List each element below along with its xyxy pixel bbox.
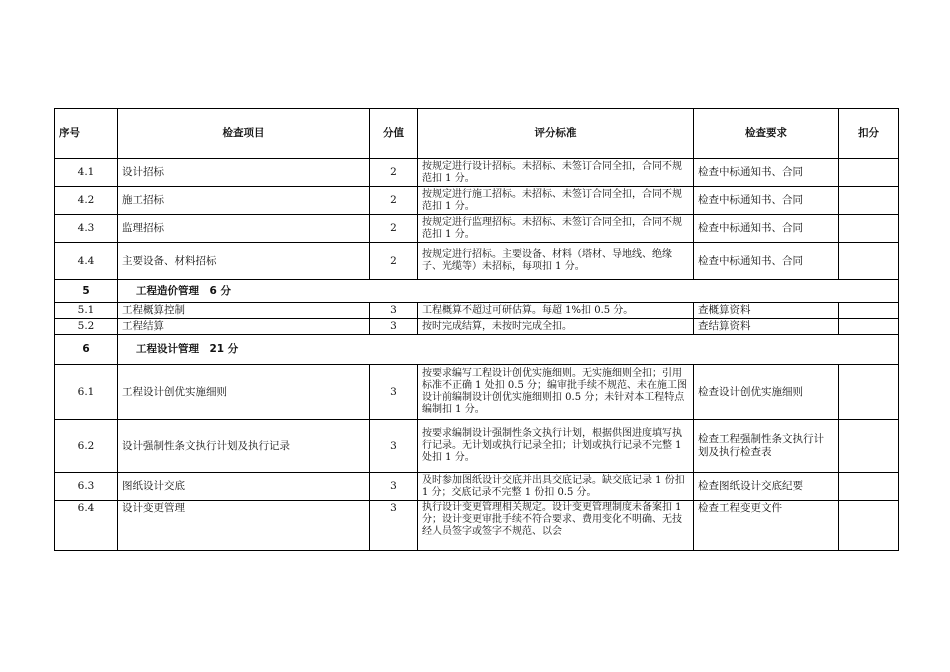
row-criteria: 按规定进行监理招标。未招标、未签订合同全扣，合同不规范扣 1 分。 — [418, 215, 694, 243]
section-no: 5 — [55, 280, 118, 303]
row-score: 3 — [370, 473, 418, 501]
row-item: 图纸设计交底 — [118, 473, 370, 501]
table-row — [55, 420, 899, 473]
row-item: 设计强制性条文执行计划及执行记录 — [118, 420, 370, 473]
row-score: 3 — [370, 420, 418, 473]
row-requirement: 检查中标通知书、合同 — [694, 159, 839, 187]
header-deduct: 扣分 — [839, 109, 899, 159]
row-requirement: 检查图纸设计交底纪要 — [694, 473, 839, 501]
row-item: 监理招标 — [118, 215, 370, 243]
header-item: 检查项目 — [118, 109, 370, 159]
row-deduct — [839, 159, 899, 187]
row-score: 2 — [370, 243, 418, 280]
row-score: 2 — [370, 215, 418, 243]
row-item: 工程结算 — [118, 319, 370, 335]
row-item: 工程设计创优实施细则 — [118, 365, 370, 420]
row-item: 工程概算控制 — [118, 303, 370, 319]
row-criteria: 及时参加图纸设计交底并出具交底记录。缺交底记录 1 份扣 1 分；交底记录不完整 1 份扣 0.5 分。 — [418, 473, 694, 501]
section-row — [55, 335, 899, 365]
table-row — [55, 365, 899, 420]
row-requirement: 检查中标通知书、合同 — [694, 215, 839, 243]
table-row — [55, 159, 899, 187]
row-criteria: 按时完成结算，未按时完成全扣。 — [418, 319, 694, 335]
inspection-table — [54, 108, 899, 551]
row-deduct — [839, 303, 899, 319]
row-score: 2 — [370, 159, 418, 187]
row-deduct — [839, 215, 899, 243]
table-row — [55, 187, 899, 215]
row-criteria: 工程概算不超过可研估算。每超 1%扣 0.5 分。 — [418, 303, 694, 319]
table-row — [55, 303, 899, 319]
table-row — [55, 473, 899, 501]
table-row — [55, 501, 899, 551]
row-requirement: 检查中标通知书、合同 — [694, 187, 839, 215]
row-requirement: 检查设计创优实施细则 — [694, 365, 839, 420]
table-row — [55, 243, 899, 280]
row-deduct — [839, 365, 899, 420]
row-criteria: 按要求编写工程设计创优实施细则。无实施细则全扣；引用标准不正确 1 处扣 0.5 分；编审批手续不规范、未在施工图设计前编制设计创优实施细则扣 0.5 分；未针对本工程特点编制扣 1 分。 — [418, 365, 694, 420]
row-deduct — [839, 243, 899, 280]
row-score: 3 — [370, 365, 418, 420]
row-criteria: 按规定进行施工招标。未招标、未签订合同全扣，合同不规范扣 1 分。 — [418, 187, 694, 215]
row-no: 4.2 — [55, 187, 118, 215]
row-score: 2 — [370, 187, 418, 215]
table-header-row — [55, 109, 899, 159]
table-row — [55, 319, 899, 335]
section-row — [55, 280, 899, 303]
header-score: 分值 — [370, 109, 418, 159]
row-requirement: 检查工程变更文件 — [694, 501, 839, 551]
row-no: 5.2 — [55, 319, 118, 335]
row-deduct — [839, 187, 899, 215]
row-no: 4.1 — [55, 159, 118, 187]
row-no: 6.3 — [55, 473, 118, 501]
section-title: 工程设计管理 21 分 — [118, 335, 899, 365]
row-score: 3 — [370, 501, 418, 551]
header-no: 序号 — [55, 109, 118, 159]
row-no: 6.4 — [55, 501, 118, 551]
row-criteria: 按要求编制设计强制性条文执行计划，根据供图进度填写执行记录。无计划或执行记录全扣；计划或执行记录不完整 1 处扣 1 分。 — [418, 420, 694, 473]
header-requirement: 检查要求 — [694, 109, 839, 159]
row-requirement: 查概算资料 — [694, 303, 839, 319]
row-no: 5.1 — [55, 303, 118, 319]
section-title: 工程造价管理 6 分 — [118, 280, 899, 303]
table-row — [55, 215, 899, 243]
row-no: 4.4 — [55, 243, 118, 280]
row-requirement: 查结算资料 — [694, 319, 839, 335]
row-score: 3 — [370, 319, 418, 335]
row-requirement: 检查中标通知书、合同 — [694, 243, 839, 280]
row-item: 施工招标 — [118, 187, 370, 215]
row-item: 设计变更管理 — [118, 501, 370, 551]
row-no: 6.2 — [55, 420, 118, 473]
row-deduct — [839, 319, 899, 335]
header-criteria: 评分标准 — [418, 109, 694, 159]
row-no: 6.1 — [55, 365, 118, 420]
row-item: 设计招标 — [118, 159, 370, 187]
row-deduct — [839, 473, 899, 501]
row-deduct — [839, 420, 899, 473]
row-score: 3 — [370, 303, 418, 319]
row-no: 4.3 — [55, 215, 118, 243]
section-no: 6 — [55, 335, 118, 365]
row-requirement: 检查工程强制性条文执行计划及执行检查表 — [694, 420, 839, 473]
row-criteria: 按规定进行设计招标。未招标、未签订合同全扣，合同不规范扣 1 分。 — [418, 159, 694, 187]
row-criteria: 执行设计变更管理相关规定。设计变更管理制度未备案扣 1 分；设计变更审批手续不符合要求、费用变化不明确、无技经人员签字或签字不规范、以会 — [418, 501, 694, 551]
row-item: 主要设备、材料招标 — [118, 243, 370, 280]
row-criteria: 按规定进行招标。主要设备、材料（塔材、导地线、绝缘子、光缆等）未招标，每项扣 1 分。 — [418, 243, 694, 280]
row-deduct — [839, 501, 899, 551]
